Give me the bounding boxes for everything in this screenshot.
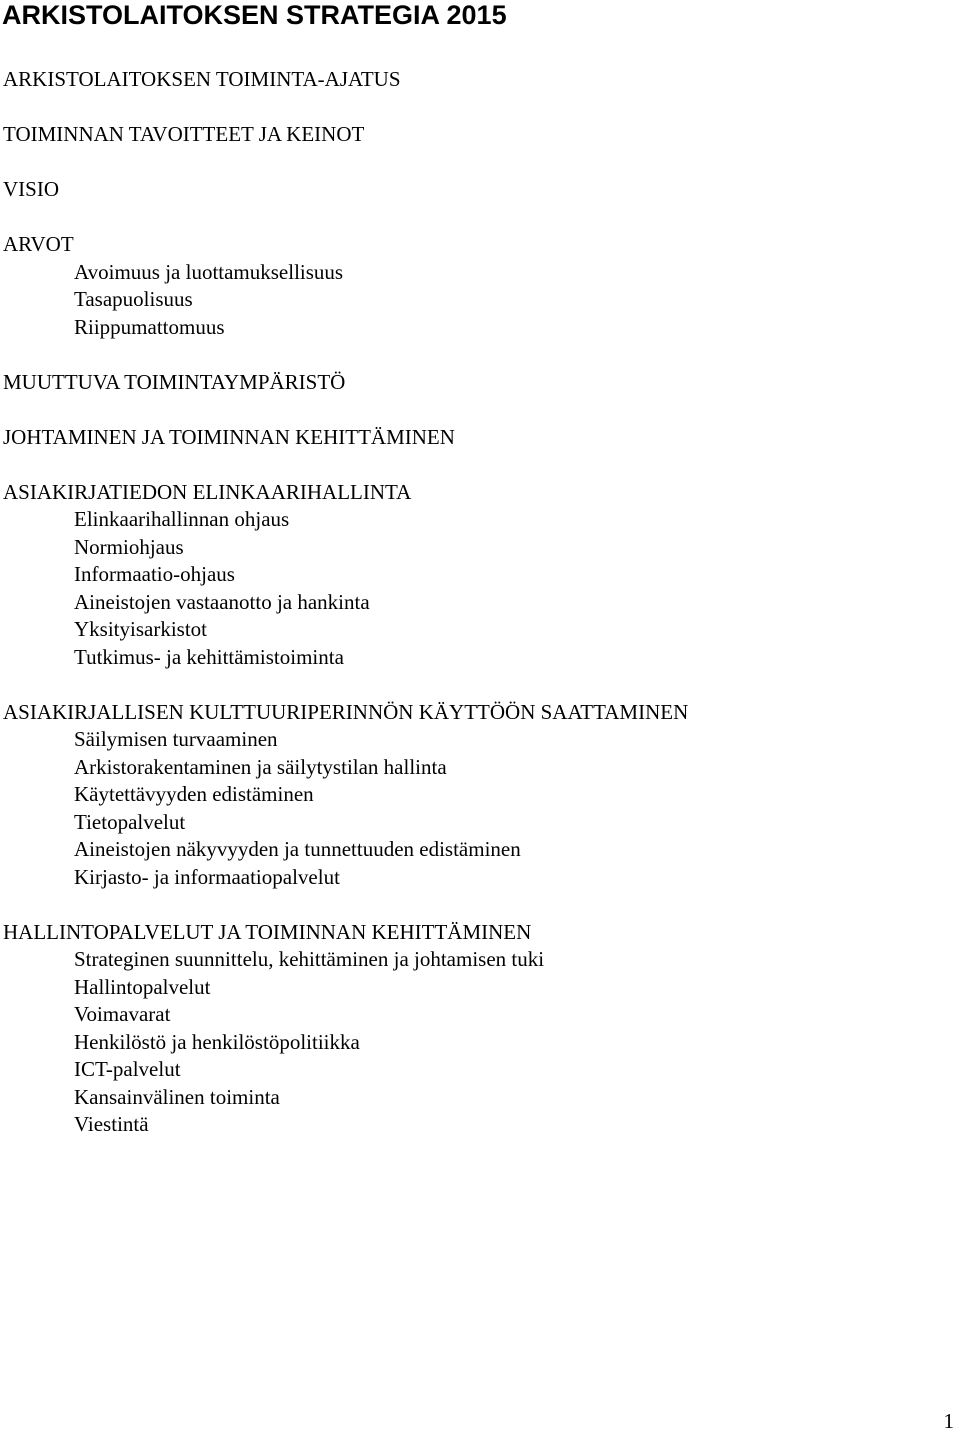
toc-section (3, 479, 688, 672)
section-subitem: Riippumattomuus (74, 314, 225, 339)
table-of-contents (3, 66, 688, 1139)
section-heading: JOHTAMINEN JA TOIMINNAN KEHITTÄMINEN (3, 424, 455, 449)
toc-section (3, 66, 688, 94)
section-heading: ARVOT (3, 232, 74, 256)
section-heading: TOIMINNAN TAVOITTEET JA KEINOT (3, 122, 365, 146)
section-subitem: Arkistorakentaminen ja säilytystilan hallinta (74, 754, 447, 779)
toc-section (3, 699, 688, 892)
section-subitem: ICT-palvelut (74, 1057, 181, 1081)
section-heading: ASIAKIRJALLISEN KULTTUURIPERINNÖN KÄYTTÖÖN SAATTAMINEN (3, 699, 689, 724)
section-subitem: Viestintä (74, 1112, 149, 1136)
toc-section (3, 121, 688, 149)
toc-section (3, 231, 688, 341)
section-subitem: Henkilöstö ja henkilöstöpolitiikka (74, 1029, 360, 1054)
document-title: ARKISTOLAITOKSEN STRATEGIA 2015 (2, 0, 507, 30)
toc-section (3, 369, 688, 397)
section-subitem: Yksityisarkistot (74, 617, 208, 641)
section-subitem: Aineistojen vastaanotto ja hankinta (74, 589, 370, 614)
section-subitem: Tietopalvelut (74, 809, 186, 834)
section-subitem: Normiohjaus (74, 534, 184, 559)
toc-section (3, 176, 688, 204)
section-subitem: Hallintopalvelut (74, 974, 211, 999)
section-subitem: Tasapuolisuus (74, 287, 193, 311)
section-subitem: Käytettävyyden edistäminen (74, 782, 314, 806)
section-subitem: Informaatio-ohjaus (74, 562, 235, 586)
section-subitem: Tutkimus- ja kehittämistoiminta (74, 644, 344, 669)
page-number: 1 (943, 1409, 954, 1433)
section-heading: MUUTTUVA TOIMINTAYMPÄRISTÖ (3, 369, 346, 394)
section-subitem: Kirjasto- ja informaatiopalvelut (74, 864, 340, 889)
section-heading: ASIAKIRJATIEDON ELINKAARIHALLINTA (3, 479, 412, 504)
toc-section (3, 424, 688, 452)
section-subitem: Avoimuus ja luottamuksellisuus (74, 259, 344, 284)
section-heading: VISIO (3, 177, 59, 201)
section-subitem: Säilymisen turvaaminen (74, 727, 278, 751)
section-subitem: Elinkaarihallinnan ohjaus (74, 507, 290, 531)
section-subitem: Aineistojen näkyvyyden ja tunnettuuden edistäminen (74, 837, 521, 861)
section-heading: HALLINTOPALVELUT JA TOIMINNAN KEHITTÄMINEN (3, 919, 532, 944)
section-heading: ARKISTOLAITOKSEN TOIMINTA-AJATUS (3, 67, 401, 91)
section-subitem: Kansainvälinen toiminta (74, 1084, 280, 1109)
section-subitem: Strateginen suunnittelu, kehittäminen ja johtamisen tuki (74, 947, 545, 971)
section-subitem: Voimavarat (74, 1002, 171, 1026)
toc-section (3, 919, 688, 1139)
